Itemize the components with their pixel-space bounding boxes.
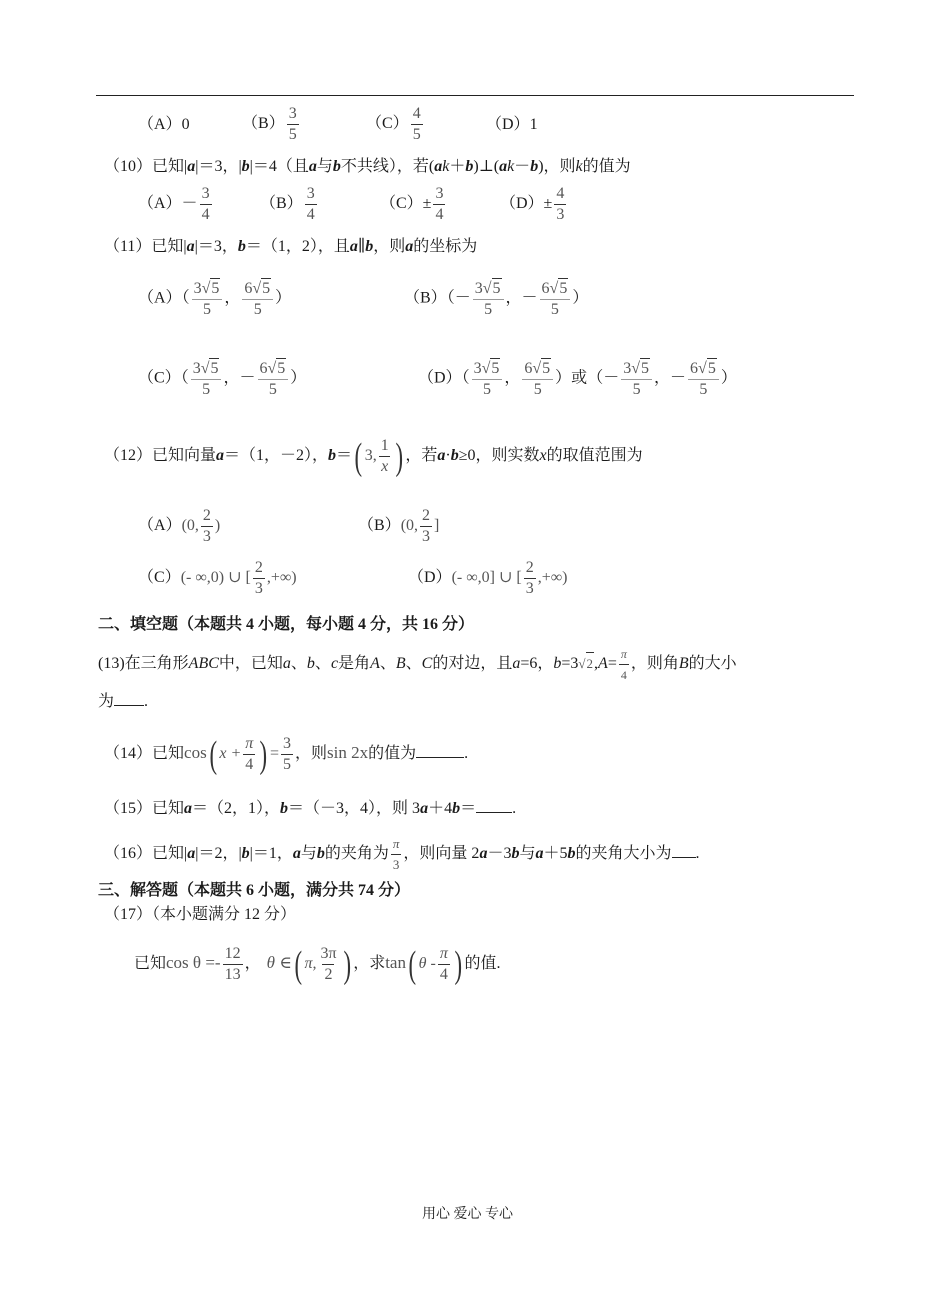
q12-option-b: （B）(0, $\frac{2}{3}$ ] xyxy=(358,507,440,545)
q14-stem: （14）已知cos( x + $\frac{\pi}{4}$ ) = $\frac{3}{5}$ ，则sin 2x的值为 . xyxy=(104,733,469,776)
section-heading-solutions: 三、解答题（本题共 6 小题，满分共 74 分） xyxy=(98,882,411,899)
fraction xyxy=(287,104,299,145)
section-heading-fill-in: 二、填空题（本题共 4 小题，每小题 4 分，共 16 分） xyxy=(98,616,475,633)
q9-option-a xyxy=(138,114,190,136)
numerator: 3 xyxy=(288,105,297,122)
answer-blank[interactable] xyxy=(114,705,144,706)
q11-option-d: （D）（ $\frac{3√5}{5}$ ， $\frac{6√5}{5}$ ）或（－ $\frac{3√5}{5}$ ，－ $\frac{6√5}{5}$ ） xyxy=(418,360,737,398)
q13-stem: (13)在三角形ABC中，已知a、b、c是角A、B、C的对边，且a=6，b=3√2,A= $\frac{\pi}{4}$ ，则角B的大小 xyxy=(98,644,737,685)
fraction xyxy=(411,104,423,145)
q10-option-c: （C）± $\frac{3}{4}$ xyxy=(380,185,444,223)
q10-option-d: （D）± $\frac{4}{3}$ xyxy=(500,185,565,223)
q17-heading: （17）（本小题满分 12 分） xyxy=(104,906,297,923)
q13-line2: 为 . xyxy=(98,693,149,710)
q10-option-b: （B） $\frac{3}{4}$ xyxy=(260,185,315,223)
numerator: 4 xyxy=(412,105,421,122)
q9-option-d xyxy=(486,114,538,136)
answer-blank[interactable] xyxy=(416,757,464,758)
denominator: 5 xyxy=(288,126,297,143)
q9-option-c xyxy=(366,104,425,145)
q16-stem: （16）已知|a|＝2，|b|＝1，a与b的夹角为 $\frac{\pi}{3}$ ，则向量 2a－3b与a＋5b的夹角大小为 . xyxy=(104,834,700,875)
q11-option-c: （C）（ $\frac{3√5}{5}$ ，－ $\frac{6√5}{5}$ ） xyxy=(138,360,307,398)
option-label: （D） xyxy=(486,116,530,133)
answer-blank[interactable] xyxy=(476,812,512,813)
answer-blank[interactable] xyxy=(672,857,696,858)
header-rule xyxy=(96,95,854,96)
option-value: 1 xyxy=(529,116,538,133)
q15-stem: （15）已知a＝（2，1），b＝（－3，4），则 3a＋4b＝ . xyxy=(104,800,517,817)
q17-stem: 已知cos θ =- $\frac{12}{13}$ ， θ ∈( π, $\frac{3\pi}{2}$ ) ，求tan( θ - $\frac{\pi}{4}$ ) 的值. xyxy=(134,943,501,986)
option-label: （A） xyxy=(138,116,182,133)
page-footer: 用心 爱心 专心 xyxy=(422,1207,513,1222)
q12-option-a: （A）(0, $\frac{2}{3}$ ) xyxy=(138,507,221,545)
denominator: 5 xyxy=(412,126,421,143)
q12-option-c: （C）(- ∞,0) ∪ [ $\frac{2}{3}$ ,+∞) xyxy=(138,559,297,597)
option-label: （C） xyxy=(366,115,409,133)
q12-stem: （12）已知向量a＝（1，－2），b＝( 3, $\frac{1}{x}$ ) ，若a·b≥0，则实数x的取值范围为 xyxy=(104,435,643,478)
q12-option-d: （D）(- ∞,0] ∪ [ $\frac{2}{3}$ ,+∞) xyxy=(408,559,568,597)
q11-stem: （11）已知|a|＝3，b＝（1，2），且a∥b，则a的坐标为 xyxy=(104,238,478,255)
q9-option-b xyxy=(242,104,301,145)
option-label: （B） xyxy=(242,115,285,133)
q10-option-a: （A）－ $\frac{3}{4}$ xyxy=(138,185,210,223)
q11-option-a: （A）（ $\frac{3√5}{5}$ ， $\frac{6√5}{5}$ ） xyxy=(138,280,292,318)
q10-stem: （10）已知|a|＝3，|b|＝4（且a与b不共线），若(ak＋b)⊥(ak－b)，则k的值为 xyxy=(104,158,631,175)
q11-option-b: （B）（－ $\frac{3√5}{5}$ ，－ $\frac{6√5}{5}$ ） xyxy=(404,280,589,318)
option-value: 0 xyxy=(181,116,190,133)
